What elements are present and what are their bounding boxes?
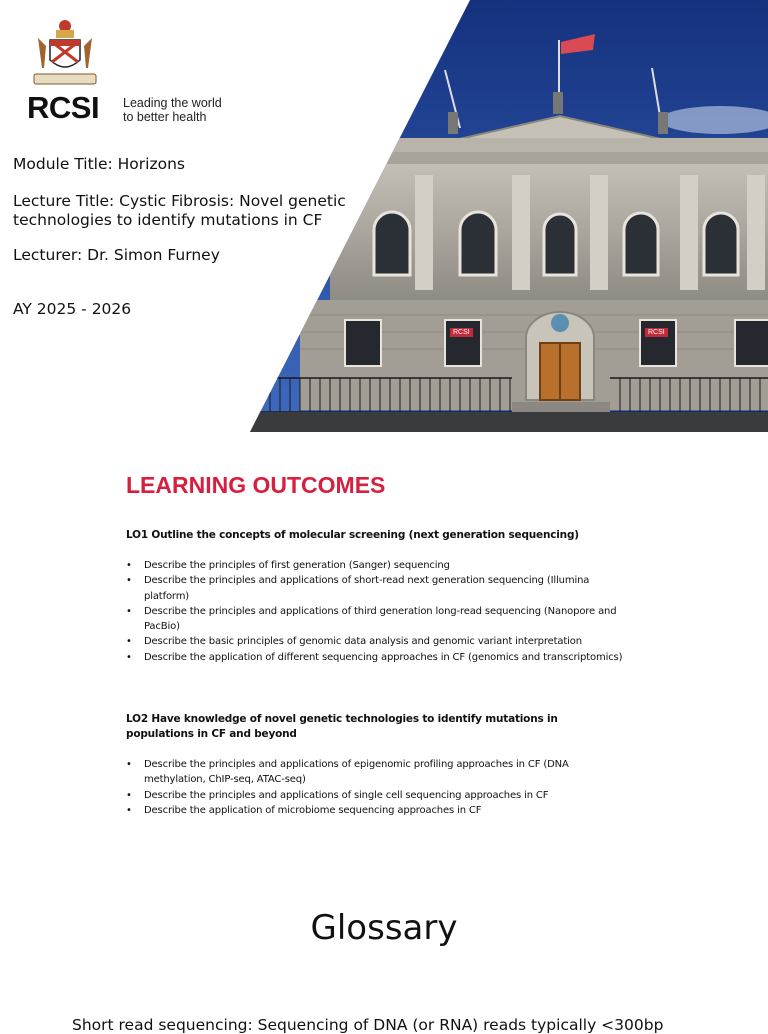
lo2-list [126, 757, 626, 818]
learning-outcomes-heading: LEARNING OUTCOMES [126, 472, 386, 498]
tagline-line-1: Leading the world [123, 96, 222, 110]
lecture-title-line-2: technologies to identify mutations in CF [13, 211, 323, 229]
lo2-title: LO2 Have knowledge of novel genetic technologies to identify mutations in populations in CF and beyond [126, 713, 558, 740]
lo1-title: LO1 Outline the concepts of molecular screening (next generation sequencing) [126, 529, 579, 541]
window-sign-left: RCSI [450, 328, 473, 337]
list-item: • Describe the basic principles of genomic data analysis and genomic variant interpretation [126, 634, 626, 649]
window-sign-right: RCSI [645, 328, 668, 337]
list-item: • Describe the application of microbiome sequencing approaches in CF [126, 803, 626, 818]
rcsi-tagline [123, 96, 222, 124]
glossary-title: Glossary [310, 908, 458, 948]
list-item: • Describe the principles and applications of epigenomic profiling approaches in CF (DNA methylation, ChIP-seq, ATAC-seq) [126, 757, 626, 788]
title-slide [0, 0, 768, 432]
lecturer-name: Lecturer: Dr. Simon Furney [13, 246, 220, 264]
learning-outcomes-slide [0, 432, 768, 864]
module-title: Module Title: Horizons [13, 155, 185, 173]
tagline-line-2: to better health [123, 110, 207, 124]
list-item: • Describe the application of different sequencing approaches in CF (genomics and transcriptomics) [126, 650, 626, 665]
glossary-slide [0, 864, 768, 1034]
academic-year: AY 2025 - 2026 [13, 300, 132, 318]
lo1-list [126, 558, 626, 665]
rcsi-crest-logo [30, 18, 100, 94]
lecture-title [13, 192, 346, 230]
list-item: • Describe the principles and applications of single cell sequencing approaches in CF [126, 788, 626, 803]
lecture-title-line-1: Lecture Title: Cystic Fibrosis: Novel genetic [13, 192, 346, 210]
rcsi-wordmark: RCSI [27, 90, 100, 125]
list-item: • Describe the principles and applications of short-read next generation sequencing (Illumina platform) [126, 573, 626, 604]
glossary-entry: Short read sequencing: Sequencing of DNA (or RNA) reads typically <300bp [72, 1016, 664, 1034]
list-item: • Describe the principles and applications of third generation long-read sequencing (Nanopore and PacBio) [126, 604, 626, 635]
list-item: • Describe the principles of first generation (Sanger) sequencing [126, 558, 626, 573]
